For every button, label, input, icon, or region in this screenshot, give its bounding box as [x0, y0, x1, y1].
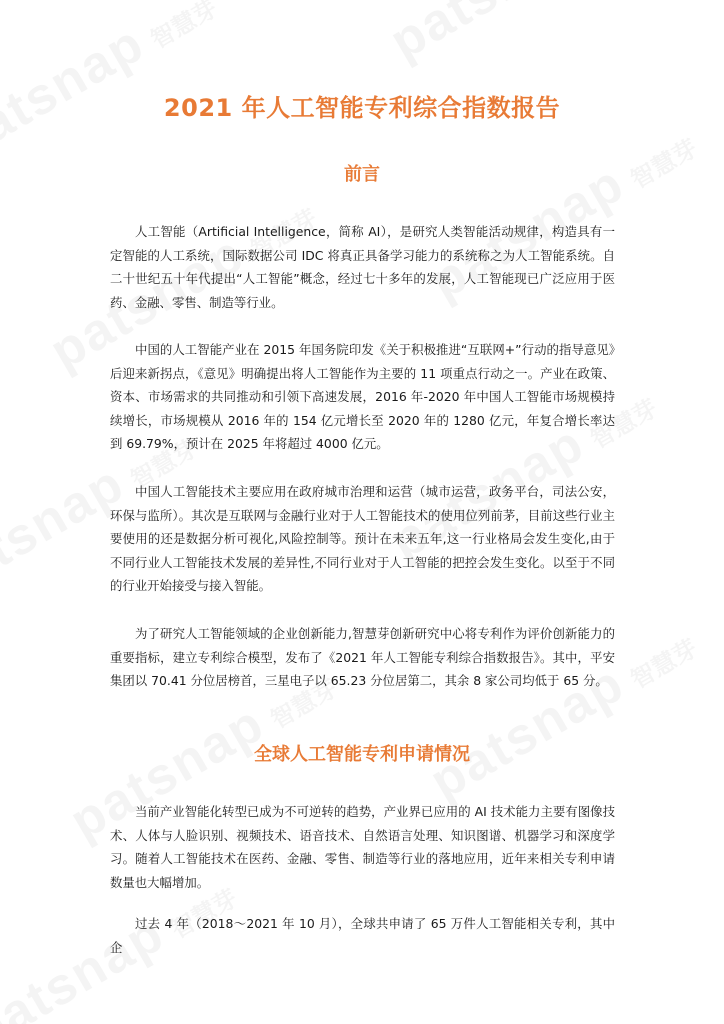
paragraph: 当前产业智能化转型已成为不可逆转的趋势，产业界已应用的 AI 技术能力主要有图像技术、人体与人脸识别、视频技术、语音技术、自然语言处理、知识图谱、机器学习和深度学习。随着人工智能技术在医药、金融、零售、制造等行业的落地应用，近年来相关专利申请数量也大幅增加。 [110, 804, 615, 890]
paragraph: 中国人工智能技术主要应用在政府城市治理和运营（城市运营，政务平台，司法公安，环保与监所）。其次是互联网与金融行业对于人工智能技术的使用位列前茅，目前这些行业主要使用的还是数据分析可视化,风险控制等。预计在未来五年,这一行业格局会发生变化,由于不同行业人工智能技术发展的差异性,不同行业对于人工智能的把控会发生变化。以至于不同的行业开始接受与接入智能。 [110, 484, 615, 594]
section-heading-global-patents: 全球人工智能专利申请情况 [254, 744, 470, 765]
document-title: 2021 年人工智能专利综合指数报告 [163, 94, 561, 122]
section-heading-preface: 前言 [344, 164, 380, 185]
paragraph: 中国的人工智能产业在 2015 年国务院印发《关于积极推进“互联网+”行动的指导意见》后迎来新拐点，《意见》明确提出将人工智能作为主要的 11 项重点行动之一。产业在政策、资本、市场需求的共同推动和引领下高速发展，2016 年-2020 年中国人工智能市场规模持续增长，市场规模从 2016 年的 154 亿元增长至 2020 年的 1280 亿元，年复合增长率达到 69.79%，预计在 2025 年将超过 4000 亿元。 [110, 342, 615, 452]
paragraph: 人工智能（Artificial Intelligence，简称 AI），是研究人类智能活动规律，构造具有一定智能的人工系统，国际数据公司 IDC 将真正具备学习能力的系统称之为人工智能系统。自二十世纪五十年代提出“人工智能”概念，经过七十多年的发展，人工智能现已广泛应用于医药、金融、零售、制造等行业。 [110, 224, 615, 310]
paragraph: 为了研究人工智能领域的企业创新能力,智慧芽创新研究中心将专利作为评价创新能力的重要指标，建立专利综合模型，发布了《2021 年人工智能专利综合指数报告》。其中，平安集团以 70.41 分位居榜首，三星电子以 65.23 分位居第二，其余 8 家公司均低于 65 分。 [110, 626, 615, 689]
paragraph: 过去 4 年（2018～2021 年 10 月），全球共申请了 65 万件人工智能相关专利，其中企 [110, 916, 615, 955]
